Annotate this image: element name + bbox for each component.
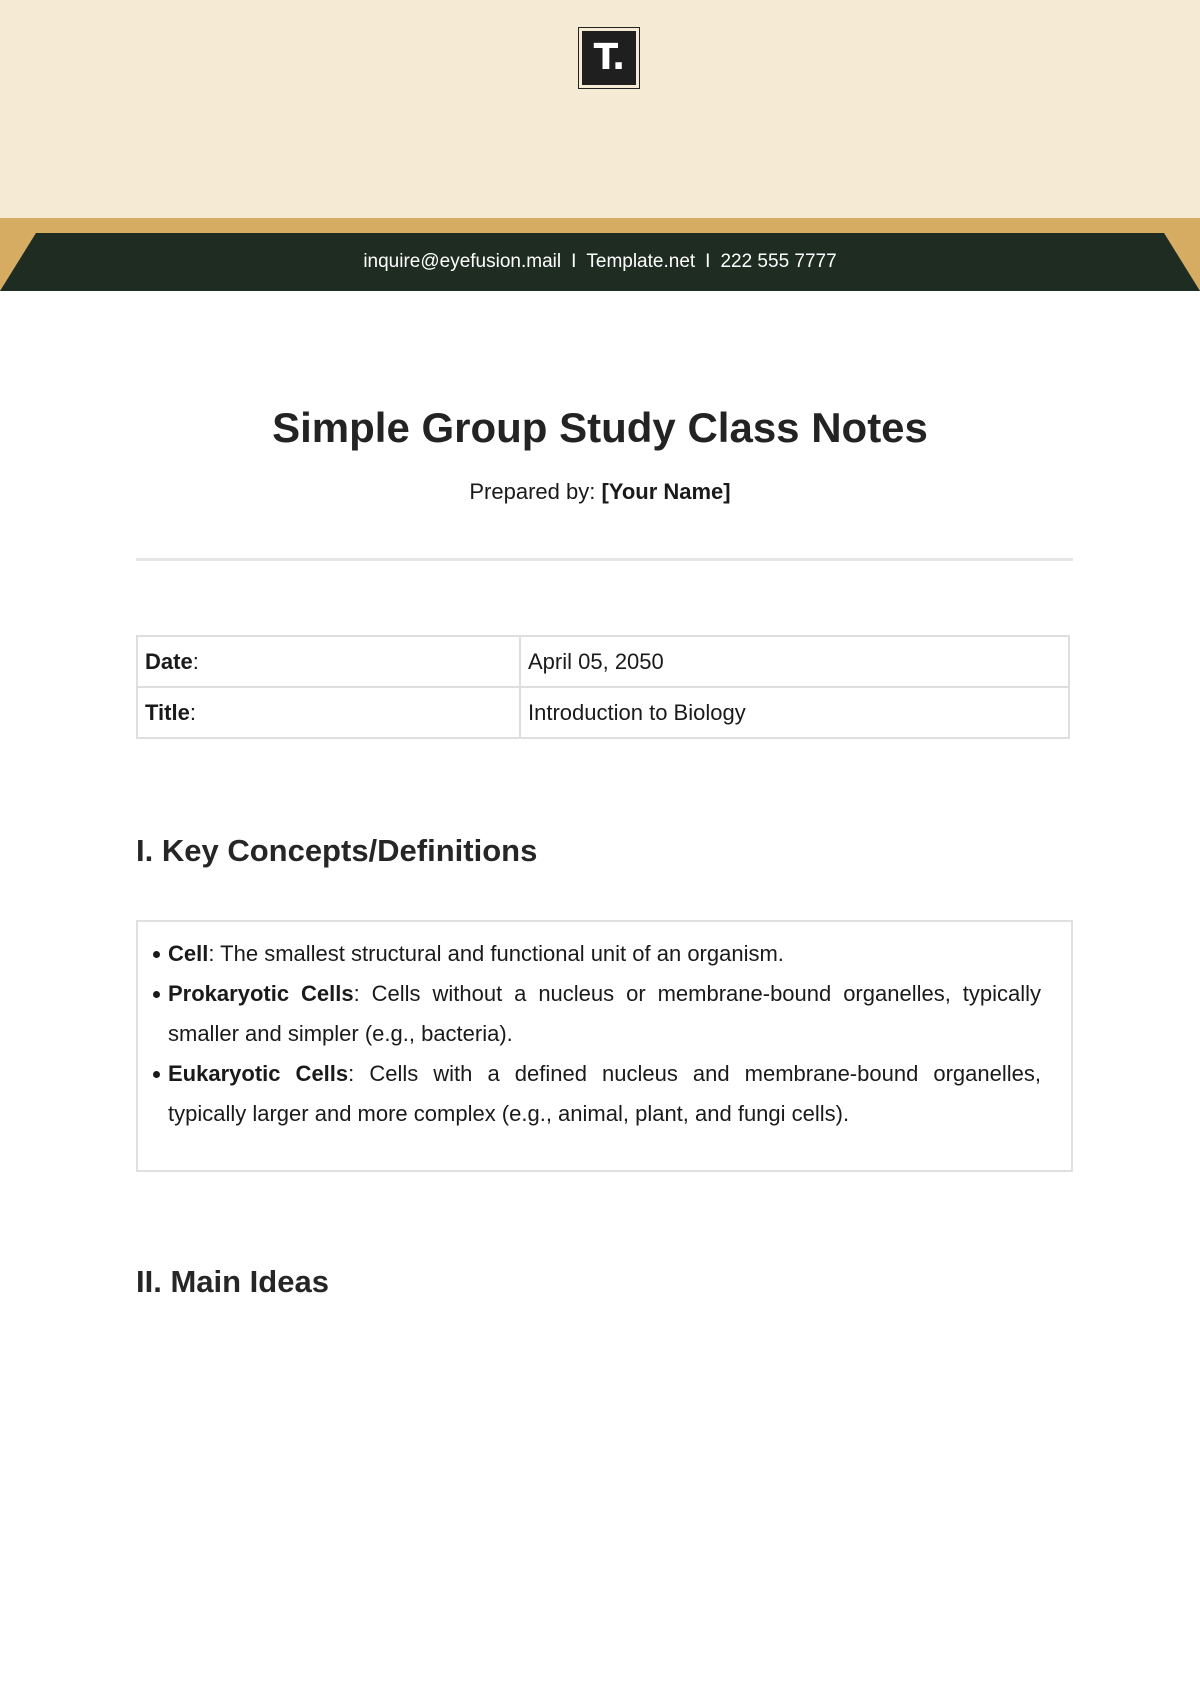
page-title: Simple Group Study Class Notes [272,404,928,451]
contact-website[interactable]: Template.net [586,251,696,272]
concept-term: Cell [168,941,209,966]
info-label-cell: Date: [137,636,520,687]
concept-definition: : The smallest structural and functional unit of an organism. [208,941,784,966]
title-divider [136,558,1073,561]
list-item [168,934,1041,974]
info-value: April 05, 2050 [520,636,1069,687]
contact-phone[interactable]: 222 555 7777 [720,251,837,272]
list-item [168,1054,1041,1134]
info-table [136,635,1070,739]
list-item [168,974,1041,1054]
info-label: Date [145,648,193,674]
contact-line [0,233,1200,291]
logo [578,27,640,89]
table-row [137,687,1069,738]
concepts-list [138,922,1071,1134]
concept-term: Prokaryotic Cells [168,981,354,1006]
section-heading-key-concepts: I. Key Concepts/Definitions [136,833,538,868]
table-row [137,636,1069,687]
prepared-by-label: Prepared by: [469,479,596,504]
concept-definition: : Cells without a nucleus or membrane-bound organelles, typically smaller and simpler (e.g., bacteria). [168,981,1042,1046]
concept-definition: : Cells with a defined nucleus and membrane-bound organelles, typically larger and more complex (e.g., animal, plant, and fungi cells). [168,1061,1042,1126]
section-heading-main-ideas: II. Main Ideas [136,1264,329,1299]
logo-letter: T. [582,31,636,85]
info-label: Title [145,699,190,725]
info-label-cell: Title: [137,687,520,738]
contact-email[interactable]: inquire@eyefusion.mail [363,251,562,272]
info-value: Introduction to Biology [520,687,1069,738]
contact-separator: I [705,251,711,272]
prepared-by-name: [Your Name] [601,479,731,504]
concept-term: Eukaryotic Cells [168,1061,349,1086]
contact-separator: I [571,251,577,272]
prepared-by [0,476,1200,508]
key-concepts-box [136,920,1073,1172]
